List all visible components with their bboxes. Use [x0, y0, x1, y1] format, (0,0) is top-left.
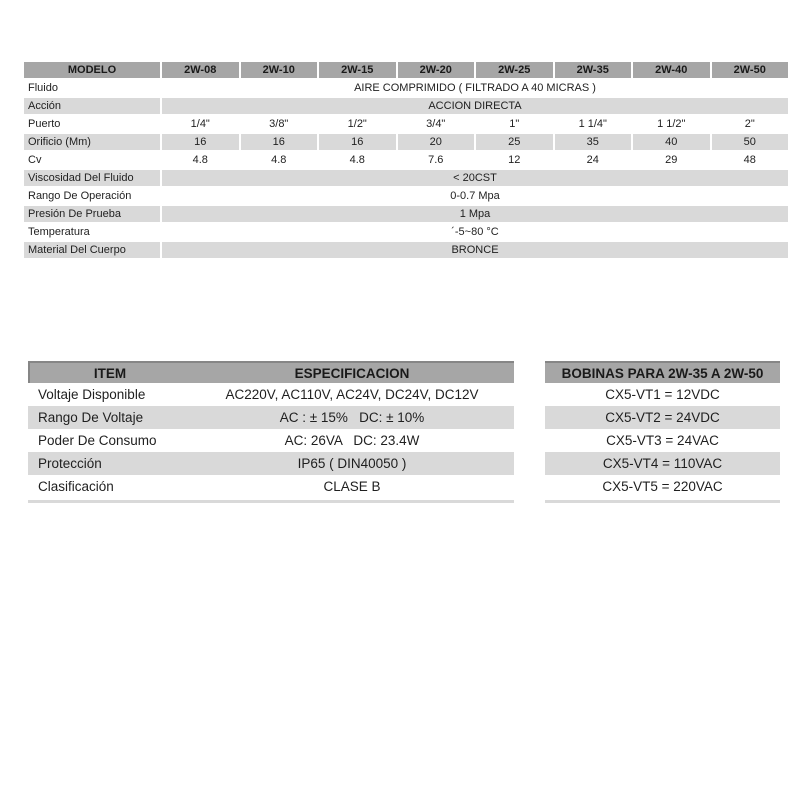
- col-header-modelo: MODELO: [24, 62, 160, 78]
- row-clasificacion: [28, 475, 514, 498]
- row-voltaje-disponible: [28, 383, 514, 406]
- row-label: Clasificación: [38, 479, 114, 494]
- cell-value: 16: [319, 134, 396, 150]
- row-proteccion: [28, 452, 514, 475]
- col-header-2w25: 2W-25: [476, 62, 553, 78]
- cell-value: 48: [743, 154, 756, 166]
- cell-value: 1 1/2": [657, 118, 686, 130]
- row-label: Orificio (Mm): [24, 134, 160, 150]
- row-value: CLASE B: [323, 479, 381, 494]
- model-header-row: [24, 62, 788, 78]
- cell-value: 20: [398, 134, 475, 150]
- row-temperatura: [24, 224, 788, 240]
- row-presion-prueba: [24, 206, 788, 222]
- cell-value: 24: [586, 154, 599, 166]
- row-label: Fluido: [28, 82, 58, 94]
- row-cv: [24, 152, 788, 168]
- col-header-2w15: 2W-15: [319, 62, 396, 78]
- col-header-2w20: 2W-20: [398, 62, 475, 78]
- row-label: Temperatura: [28, 226, 90, 238]
- row-value: ´-5~80 °C: [451, 226, 499, 238]
- row-coil-vt2: CX5-VT2 = 24VDC: [545, 406, 780, 429]
- row-label: Rango De Operación: [28, 190, 132, 202]
- cell-value: 4.8: [349, 154, 365, 166]
- coils-header: [545, 361, 780, 383]
- col-header-2w40: 2W-40: [633, 62, 710, 78]
- row-orificio: [24, 134, 788, 150]
- model-spec-table: [22, 60, 790, 260]
- row-coil-vt4: CX5-VT4 = 110VAC: [545, 452, 780, 475]
- row-value: 0-0.7 Mpa: [450, 190, 500, 202]
- row-value: AIRE COMPRIMIDO ( FILTRADO A 40 MICRAS ): [354, 82, 596, 94]
- row-rango-operacion: [24, 188, 788, 204]
- col-header-2w50: 2W-50: [712, 62, 789, 78]
- row-coil-vt3: CX5-VT3 = 24VAC: [606, 433, 719, 448]
- row-label: Acción: [24, 98, 160, 114]
- cell-value: 25: [476, 134, 553, 150]
- row-value: ACCION DIRECTA: [162, 98, 788, 114]
- row-fluido: [24, 80, 788, 96]
- row-poder-consumo: [28, 429, 514, 452]
- coils-table: [545, 361, 780, 503]
- row-label: Poder De Consumo: [38, 433, 157, 448]
- cell-value: 12: [508, 154, 521, 166]
- cell-value: 4.8: [192, 154, 208, 166]
- table-bottom-stripe: [28, 500, 514, 503]
- cell-value: 3/4": [426, 118, 446, 130]
- col-header-2w35: 2W-35: [555, 62, 632, 78]
- coils-header-label: BOBINAS PARA 2W-35 A 2W-50: [561, 365, 764, 381]
- row-value: 1 Mpa: [162, 206, 788, 222]
- row-value: BRONCE: [162, 242, 788, 258]
- cell-value: 1": [509, 118, 520, 130]
- cell-value: 16: [162, 134, 239, 150]
- row-coil-vt1: CX5-VT1 = 12VDC: [605, 387, 720, 402]
- row-rango-voltaje: [28, 406, 514, 429]
- row-label: Protección: [38, 456, 102, 471]
- cell-value: 40: [633, 134, 710, 150]
- cell-value: 3/8": [269, 118, 289, 130]
- cell-value: 1/2": [347, 118, 367, 130]
- cell-value: 4.8: [271, 154, 287, 166]
- col-header-item: ITEM: [93, 365, 127, 381]
- cell-value: 35: [555, 134, 632, 150]
- electrical-header-row: [28, 361, 514, 383]
- cell-value: 2": [744, 118, 755, 130]
- row-puerto: [24, 116, 788, 132]
- row-value: AC : ± 15% DC: ± 10%: [279, 410, 425, 425]
- col-header-2w10: 2W-10: [241, 62, 318, 78]
- col-header-2w08: 2W-08: [162, 62, 239, 78]
- cell-value: 7.6: [428, 154, 444, 166]
- cell-value: 16: [241, 134, 318, 150]
- cell-value: 1/4": [190, 118, 210, 130]
- row-label: Viscosidad Del Fluido: [24, 170, 160, 186]
- row-label: Rango De Voltaje: [38, 410, 144, 425]
- row-label: Presión De Prueba: [24, 206, 160, 222]
- electrical-spec-table: [28, 361, 514, 503]
- row-label: Puerto: [28, 118, 61, 130]
- cell-value: 29: [665, 154, 678, 166]
- cell-value: 1 1/4": [578, 118, 607, 130]
- col-header-especificacion: ESPECIFICACION: [294, 365, 410, 381]
- row-coil-vt5: CX5-VT5 = 220VAC: [602, 479, 723, 494]
- row-value: AC: 26VA DC: 23.4W: [284, 433, 420, 448]
- row-value: < 20CST: [162, 170, 788, 186]
- row-material-cuerpo: [24, 242, 788, 258]
- row-value: IP65 ( DIN40050 ): [297, 456, 407, 471]
- row-label: Voltaje Disponible: [38, 387, 146, 402]
- row-accion: [24, 98, 788, 114]
- row-label: Material Del Cuerpo: [24, 242, 160, 258]
- table-bottom-stripe: [545, 500, 780, 503]
- cell-value: 50: [712, 134, 789, 150]
- row-value: AC220V, AC110V, AC24V, DC24V, DC12V: [225, 387, 479, 402]
- row-viscosidad: [24, 170, 788, 186]
- row-label: Cv: [28, 154, 42, 166]
